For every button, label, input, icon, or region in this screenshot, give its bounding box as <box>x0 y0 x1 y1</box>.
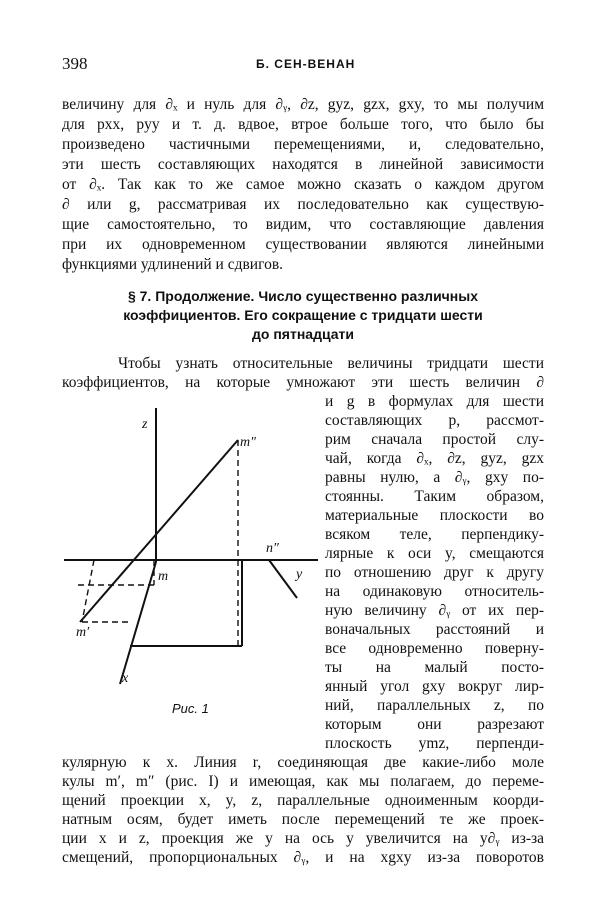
body-line: смещений, пропорциональных ∂ᵧ, и на xgxy из-за поворотов <box>62 849 544 866</box>
running-head: Б. СЕН-ВЕНАН <box>256 57 356 71</box>
section-heading-line: коэффициентов. Его сокращение с тридцати шести <box>123 307 483 323</box>
body-line: ции x и z, проекция же y на ось y увеличится на y∂ᵧ из-за <box>62 830 544 847</box>
body-line: которым они разрезают <box>325 716 544 733</box>
body-line: щие самостоятельно, то видим, что составляющие давления <box>62 216 544 233</box>
body-line: на одинаковую относитель- <box>325 583 544 600</box>
label-n2: n″ <box>266 541 279 556</box>
label-m1: m′ <box>76 625 90 640</box>
body-line: от ∂ₓ. Так как то же самое можно сказать о каждом другом <box>62 176 544 193</box>
body-line: Чтобы узнать относительные величины тридцати шести <box>118 355 544 372</box>
body-line: ты на малый посто- <box>325 659 544 676</box>
body-line: все одновременно поверну- <box>325 640 544 657</box>
body-line: функциями удлинений и сдвигов. <box>62 256 284 273</box>
label-m2: m″ <box>240 435 256 450</box>
body-line: для pxx, pyy и т. д. вдвое, втрое больше того, что было бы <box>62 116 544 133</box>
section-heading-line: § 7. Продолжение. Число существенно различных <box>127 288 479 304</box>
label-x: x <box>122 671 129 686</box>
body-line: плоскость ymz, перпенди- <box>325 735 544 752</box>
body-line: щений проекции x, y, z, параллельные одноименным коорди- <box>62 792 544 809</box>
body-line: равны нулю, а ∂ᵧ, gxy по- <box>325 469 544 486</box>
body-line: всяком теле, перпендику- <box>325 526 544 543</box>
body-line: чай, когда ∂ₓ, ∂z, gyz, gzx <box>325 450 544 467</box>
x-axis <box>120 562 156 684</box>
body-line: ний, параллельных z, по <box>325 697 544 714</box>
label-z: z <box>142 417 148 432</box>
body-line: и g в формулах для шести <box>325 393 544 410</box>
body-line: кулярную к x. Линия r, соединяющая две какие-либо моле <box>62 754 544 771</box>
body-line: стоянны. Таким образом, <box>325 488 544 505</box>
body-line: по отношению друг к другу <box>325 564 544 581</box>
body-line: коэффициентов, на которые умножают эти шесть величин ∂ <box>62 374 544 391</box>
figure-1-diagram <box>58 400 320 700</box>
body-line: натным осям, будет иметь после перемещений те же проек- <box>62 811 544 828</box>
page-number: 398 <box>62 54 88 73</box>
body-line: воначальных расстояний и <box>325 621 544 638</box>
body-line: лярные к оси y, смещаются <box>325 545 544 562</box>
label-y: y <box>296 567 303 582</box>
body-line: величину для ∂ₓ и нуль для ∂ᵧ, ∂z, gyz, gzx, gxy, то мы получим <box>62 96 544 113</box>
body-line: кулы m′, m″ (рис. I) и имеющая, как мы полагаем, до переме- <box>62 773 544 790</box>
body-line: при их одновременном существовании являются линейными <box>62 236 544 253</box>
body-line: рим сначала простой слу- <box>325 431 544 448</box>
body-line: составляющих p, рассмот- <box>325 412 544 429</box>
body-line: ∂ или g, рассматривая их последовательно как существую- <box>62 196 544 213</box>
body-line: материальные плоскости во <box>325 507 544 524</box>
line-m1-m2 <box>80 440 238 622</box>
figure-caption: Рис. 1 <box>172 701 209 716</box>
line-right-slant <box>269 560 297 598</box>
body-line: эти шесть составляющих находятся в линейной зависимости <box>62 156 544 173</box>
label-m: m <box>158 569 169 584</box>
body-line: ную величину ∂ᵧ от их пер- <box>325 602 544 619</box>
body-line: произведено частичными перемещениями, и, следовательно, <box>62 136 544 153</box>
body-line: янный угол gxy вокруг лир- <box>325 678 544 695</box>
section-heading-line: до пятнадцати <box>252 326 354 342</box>
